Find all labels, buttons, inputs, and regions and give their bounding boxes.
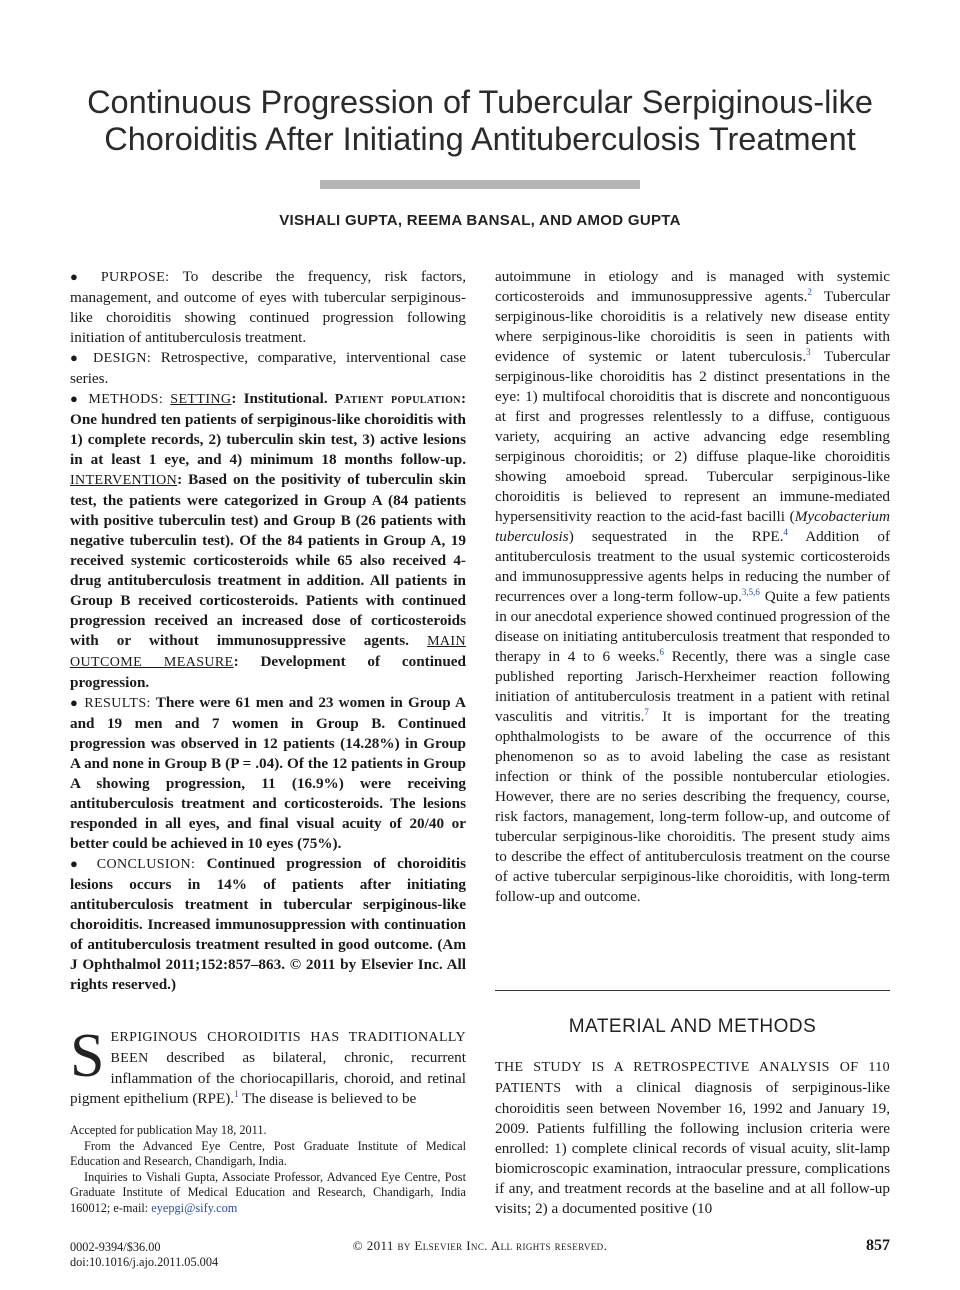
body-text: autoimmune in etiology and is managed with systemic corticosteroids and immunosuppressive agents.: [495, 268, 890, 305]
setting-text: Institutional.: [243, 390, 328, 407]
reference-link[interactable]: 1: [234, 1088, 239, 1099]
setting-label: SETTING: [170, 392, 232, 407]
article-title: [60, 84, 900, 158]
abstract-purpose: [70, 267, 466, 348]
conclusion-text: Continued progression of choroiditis lesions occurs in 14% of patients after initiating antituberculosis treatment in tubercular serpiginous-like choroiditis. Increased immunosuppression with continuation of antituberculosis treatment resulted in good outcome. (Am J Ophthalmol 2011;152:857–863. © 2011 by Elsevier Inc. All rights reserved.): [70, 855, 467, 993]
intervention-text: Based on the positivity of tuberculin skin test, the patients were categorized in Group A (84 patients with positive tuberculin test) and Group B (26 patients with negative tuberculin test). Of the 84 patients in Group A, 19 received systemic corticosteroids while 65 also received 4-drug antituberculosis treatment in addition. All patients in Group B received corticosteroids. Patients with continued progression received an increased dose of corticosteroids with or without immunosuppressive agents.: [70, 471, 466, 649]
bullet-icon: ●: [70, 695, 80, 710]
footnote-inquiries: [70, 1170, 466, 1217]
conclusion-label: CONCLUSION:: [96, 857, 196, 872]
intro-text-b: The disease is believed to be: [242, 1090, 417, 1107]
body-text: Tubercular serpiginous-like choroiditis has 2 distinct presentations in the eye: 1) multifocal choroiditis that is discrete and noncontiguous at first and progresses relentlessly to a diffuse, contiguous variety, acquiring an active advancing edge resembling serpiginous choroiditis; or 2) diffuse plaque-like choroiditis showing amoeboid spread. Tubercular serpiginous-like choroiditis is believed to represent an immune-mediated hypersensitivity reaction to the acid-fast bacilli (: [495, 348, 890, 525]
body-text: ) sequestrated in the RPE.: [568, 528, 784, 545]
design-text: Retrospective, comparative, interventional case series.: [70, 349, 466, 387]
reference-link[interactable]: 2: [807, 286, 812, 297]
bullet-icon: ●: [70, 269, 88, 284]
intro-paragraph: [70, 1022, 466, 1109]
body-text: Addition of antituberculosis treatment to the usual systemic corticosteroids and immunosuppressive agents helps in reducing the number of recurrences over a long-term follow-up.: [495, 528, 890, 605]
purpose-label: PURPOSE:: [100, 270, 170, 285]
footer-copyright: [0, 1238, 960, 1255]
reference-link[interactable]: 3,5,6: [741, 586, 760, 597]
population-text: One hundred ten patients of serpiginous-like choroiditis with 1) complete records, 2) tuberculin skin test, 3) active lesions in at least 1 eye, and 4) minimum 18 months follow-up.: [70, 411, 466, 468]
footnote-accepted: Accepted for publication May 18, 2011.: [70, 1123, 267, 1137]
body-text: Tubercular serpiginous-like choroiditis is a relatively new disease entity where serpiginous-like choroiditis is seen in patients with evidence of systemic or latent tuberculosis.: [495, 288, 890, 365]
section-divider: [495, 990, 890, 991]
results-text: There were 61 men and 23 women in Group A and 19 men and 7 women in Group B. Continued progression was observed in 12 patients (14.28%) in Group A and none in Group B (P = .04). Of the 12 patients in Group A showing progression, 11 (16.9%) were receiving antituberculosis treatment and corticosteroids. The lesions responded in all eyes, and final visual acuity of 20/40 or better could be achieved in 10 eyes (75%).: [70, 694, 467, 852]
bullet-icon: ●: [70, 350, 84, 365]
copyright-text: © 2011 by Elsevier Inc. All rights reserved.: [352, 1238, 608, 1253]
abstract-results: [70, 693, 466, 854]
abstract-conclusion: [70, 854, 466, 995]
inquiries-text: Inquiries to Vishali Gupta, Associate Professor, Advanced Eye Centre, Post Graduate Institute of Medical Education and Research, Chandigarh, India 160012; e-mail:: [70, 1169, 466, 1215]
abstract: [70, 267, 466, 995]
outcome-text: Development of continued progression.: [70, 653, 466, 691]
methods-text: with a clinical diagnosis of serpiginous-like choroiditis seen between November 16, 1992 and January 19, 2009. Patients fulfilling the following inclusion criteria were enrolled: 1) complete clinical records of visual acuity, slit-lamp biomicroscopic examination, intraocular pressure, complications if any, and treatment records at the baseline and at all follow-up visits; 2) a documented positive (10: [495, 1079, 890, 1217]
methods-paragraph: [495, 1057, 890, 1219]
population-label: Patient population: [334, 392, 461, 407]
abstract-methods: ● METHODS: SETTING: Institutional. Patient population: One hundred ten patients of serpiginous-like choroiditis with 1) complete records, 2) tuberculin skin test, 3) active lesions in at least 1 eye, and 4) minimum 18 months follow-up. INTERVENTION: Based on the positivity of tuberculin skin test, the patients were categorized in Group A (84 patients with positive tuberculin test) and Group B (26 patients with negative tuberculin test). Of the 84 patients in Group A, 19 received systemic corticosteroids while 65 also received 4-drug antituberculosis treatment in addition. All patients in Group B received corticosteroids. Patients with continued progression received an increased dose of corticosteroids with or without immunosuppressive agents. MAIN OUTCOME MEASURE: Development of continued progression.: [70, 390, 466, 691]
intro-text-a: described as bilateral, chronic, recurrent inflammation of the choriocapillaris, choroid, and retinal pigment epithelium (RPE).: [70, 1049, 466, 1107]
reference-link[interactable]: 7: [644, 706, 649, 717]
results-label: RESULTS:: [84, 696, 151, 711]
species-name: Mycobacterium tuberculosis: [495, 508, 890, 545]
intro-continued-paragraph: [495, 267, 890, 907]
intro-continued: [495, 267, 890, 907]
methods-lead-caps: THE STUDY IS A RETROSPECTIVE ANALYSIS OF 110 PATIENTS: [495, 1060, 890, 1096]
page-number: 857: [866, 1237, 890, 1254]
issn: 0002-9394/$36.00: [70, 1240, 161, 1254]
bullet-icon: ●: [70, 391, 82, 406]
title-line-2: Choroiditis After Initiating Antituberculosis Treatment: [104, 121, 856, 157]
outcome-label: MAIN OUTCOME MEASURE: [70, 634, 466, 670]
reference-link[interactable]: 4: [783, 526, 788, 537]
body-text: Recently, there was a single case published reporting Jarisch-Herxheimer reaction following initiation of antituberculosis treatment in a patient with retinal vasculitis and vitritis.: [495, 648, 891, 725]
body-text: Quite a few patients in our anecdotal experience showed continued progression of the disease on initiating antituberculosis treatment that responded to therapy in 4 to 6 weeks.: [495, 588, 890, 665]
title-divider: [320, 180, 640, 189]
author-list: VISHALI GUPTA, REEMA BANSAL, AND AMOD GUPTA: [279, 212, 681, 229]
drop-cap: S: [70, 1022, 105, 1090]
footnotes: [70, 1123, 466, 1216]
reference-link[interactable]: 6: [659, 646, 665, 657]
purpose-text: To describe the frequency, risk factors, management, and outcome of eyes with tubercular serpiginous-like choroiditis showing continued progression following initiation of antituberculosis treatment.: [70, 268, 466, 346]
body-text: It is important for the treating ophthalmologists to be aware of the occurrence of this phenomenon so as to avoid labeling the case as resistant infection or think of the possible nontubercular etiologies. However, there are no series describing the frequency, course, risk factors, management, long-term follow-up, and outcome of tubercular serpiginous-like choroiditis. The present study aims to describe the effect of antituberculosis treatment on the course of active tubercular serpiginous-like choroiditis, with long-term follow-up and outcome.: [495, 708, 890, 905]
section-heading: MATERIAL AND METHODS: [568, 1016, 817, 1037]
title-line-1: Continuous Progression of Tubercular Serpiginous-like: [87, 84, 873, 120]
abstract-design: [70, 348, 466, 389]
intro-lead-caps: ERPIGINOUS CHOROIDITIS HAS TRADITIONALLY BEEN: [110, 1030, 466, 1066]
bullet-icon: ●: [70, 856, 86, 871]
design-label: DESIGN:: [93, 351, 152, 366]
doi: doi:10.1016/j.ajo.2011.05.004: [70, 1255, 219, 1269]
email-link[interactable]: eyepgi@sify.com: [151, 1200, 238, 1215]
reference-link[interactable]: 3: [806, 346, 811, 357]
intervention-label: INTERVENTION: [70, 473, 178, 488]
footnote-affiliation: From the Advanced Eye Centre, Post Graduate Institute of Medical Education and Research, Chandigarh, India.: [70, 1138, 466, 1168]
methods-label: METHODS:: [88, 392, 164, 407]
